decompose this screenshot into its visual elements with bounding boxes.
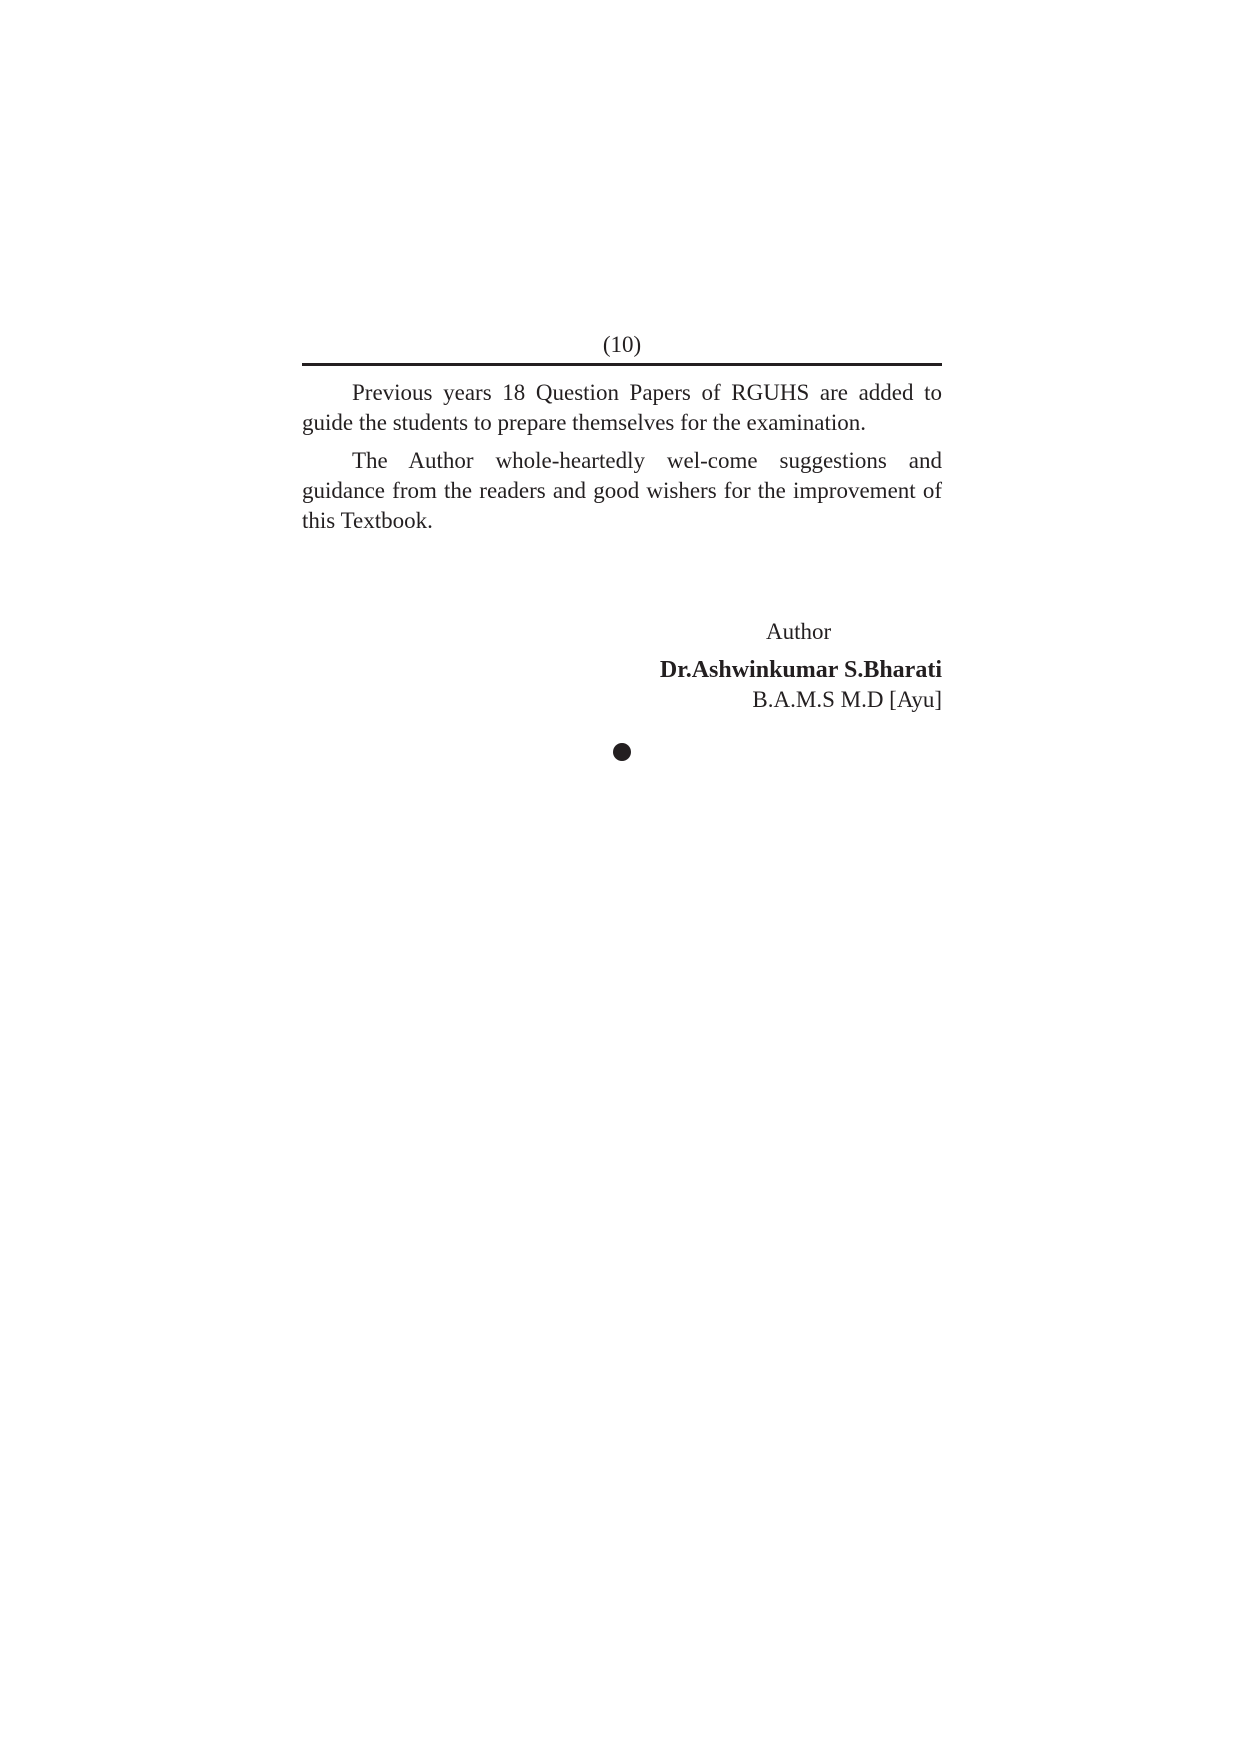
header-rule [302, 363, 942, 366]
signature-block [302, 617, 942, 715]
signature-label: Author [766, 619, 832, 644]
page-number: (10) [602, 332, 642, 357]
paragraph-question-papers: Previous years 18 Question Papers of RGUHS are added to guide the students to prepare themselves for the examination. [302, 380, 942, 435]
paragraph-suggestions: The Author whole-heartedly wel-come suggestions and guidance from the readers and good wishers for the improvement of this Textbook. [302, 448, 942, 533]
bullet-dot-icon [613, 743, 631, 761]
text-block [302, 330, 942, 544]
author-name: Dr.Ashwinkumar S.Bharati [659, 657, 942, 683]
author-degree: B.A.M.S M.D [Ayu] [752, 687, 942, 712]
